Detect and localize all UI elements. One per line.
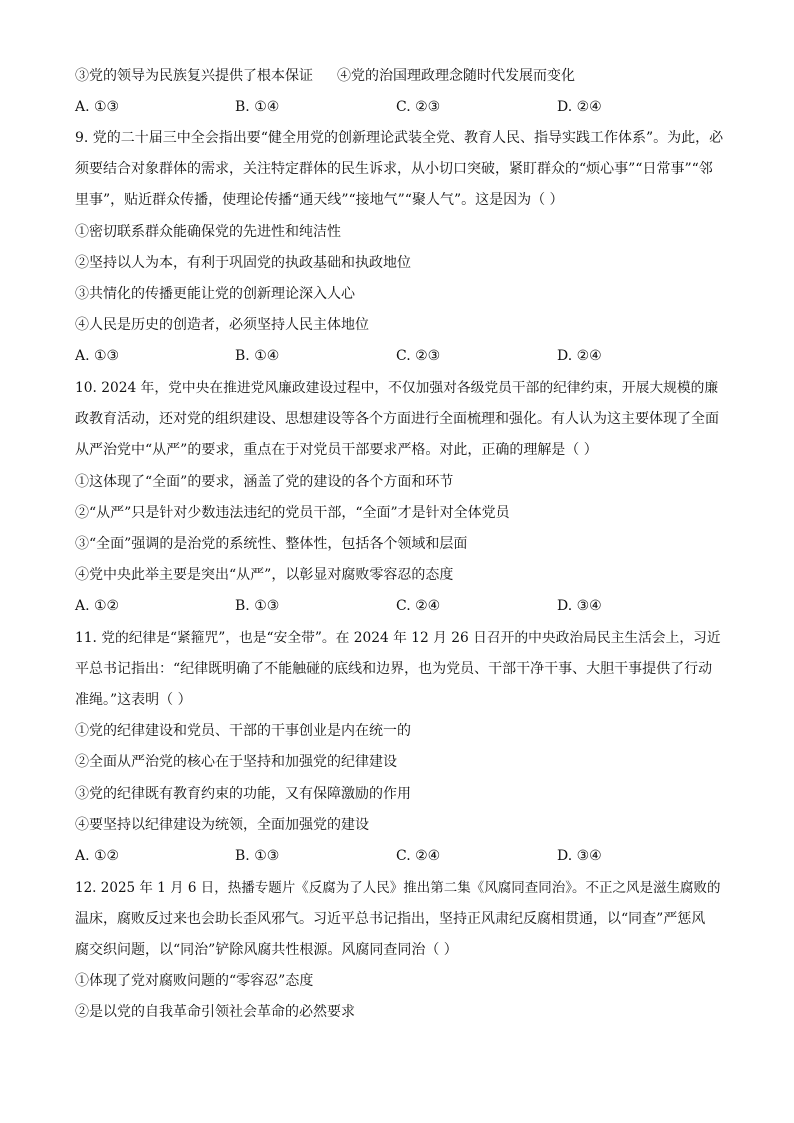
q9-option-a[interactable]: A. ①③ [75, 348, 120, 364]
q9-stem-line-2: 须要结合对象群体的需求，关注特定群体的民生诉求，从小切口突破，紧盯群众的“烦心事”“日常事”“邻 [75, 161, 713, 177]
q8-statement-row [75, 67, 725, 85]
q11-statement-4: ④要坚持以纪律建设为统领，全面加强党的建设 [75, 817, 369, 833]
q11-statement-2: ②全面从严治党的核心在于坚持和加强党的纪律建设 [75, 754, 397, 770]
q9-statement-3: ③共情化的传播更能让党的创新理论深入人心 [75, 286, 355, 302]
q11-statement-3: ③党的纪律既有教育约束的功能，又有保障激励的作用 [75, 786, 411, 802]
q10-stem-line-3: 从严治党中“从严”的要求，重点在于对党员干部要求严格。对此，正确的理解是（ ） [75, 442, 598, 458]
q9-stem-line-1: 9. 党的二十届三中全会指出要“健全用党的创新理论武装全党、教育人民、指导实践工作体系”。为此，必 [75, 130, 724, 146]
q9-statement-1: ①密切联系群众能确保党的先进性和纯洁性 [75, 224, 341, 240]
q9-statement-2: ②坚持以人为本，有利于巩固党的执政基础和执政地位 [75, 255, 411, 271]
q12-stem-line-1: 12. 2025 年 1 月 6 日，热播专题片《反腐为了人民》推出第二集《风腐同查同治》。不正之风是滋生腐败的 [75, 880, 721, 896]
q9-stem-line-3: 里事”，贴近群众传播，使理论传播“通天线”“接地气”“聚人气”。这是因为（ ） [75, 192, 564, 208]
q11-stem-line-2: 平总书记指出：“纪律既明确了不能触碰的底线和边界，也为党员、干部干净干事、大胆干事提供了行动 [75, 661, 713, 677]
q11-option-a[interactable]: A. ①② [75, 848, 120, 864]
q11-option-c[interactable]: C. ②④ [396, 848, 441, 864]
q8-option-b[interactable]: B. ①④ [235, 99, 280, 115]
q11-option-b[interactable]: B. ①③ [235, 848, 280, 864]
q10-stem-line-2: 政教育活动，还对党的组织建设、思想建设等各个方面进行全面梳理和强化。有人认为这主要体现了全面 [75, 411, 719, 427]
q10-statement-1: ①这体现了“全面”的要求，涵盖了党的建设的各个方面和环节 [75, 474, 454, 490]
q12-stem-line-3: 腐交织问题，以“同治”铲除风腐共性根源。风腐同查同治（ ） [75, 942, 458, 958]
q10-option-a[interactable]: A. ①② [75, 598, 120, 614]
q10-option-d[interactable]: D. ③④ [557, 598, 602, 614]
q10-statement-3: ③“全面”强调的是治党的系统性、整体性，包括各个领域和层面 [75, 536, 468, 552]
q10-option-c[interactable]: C. ②④ [396, 598, 441, 614]
q10-option-b[interactable]: B. ①③ [235, 598, 280, 614]
q9-option-c[interactable]: C. ②③ [396, 348, 441, 364]
q8-option-a[interactable]: A. ①③ [75, 99, 120, 115]
q11-stem-line-1: 11. 党的纪律是“紧箍咒”，也是“安全带”。在 2024 年 12 月 26 日召开的中央政治局民主生活会上，习近 [75, 630, 721, 646]
q11-option-d[interactable]: D. ③④ [557, 848, 602, 864]
q8-statement-3: ③党的领导为民族复兴提供了根本保证 [75, 68, 313, 84]
q10-statement-2: ②“从严”只是针对少数违法违纪的党员干部，“全面”才是针对全体党员 [75, 505, 510, 521]
q12-stem-line-2: 温床，腐败反过来也会助长歪风邪气。习近平总书记指出，坚持正风肃纪反腐相贯通，以“同查”严惩风 [75, 911, 706, 927]
q8-option-c[interactable]: C. ②③ [396, 99, 441, 115]
q10-stem-line-1: 10. 2024 年，党中央在推进党风廉政建设过程中，不仅加强对各级党员干部的纪律约束，开展大规模的廉 [75, 380, 719, 396]
q8-statement-4: ④党的治国理政理念随时代发展而变化 [337, 68, 575, 84]
q11-statement-1: ①党的纪律建设和党员、干部的干事创业是内在统一的 [75, 723, 411, 739]
q9-statement-4: ④人民是历史的创造者，必须坚持人民主体地位 [75, 317, 369, 333]
q10-statement-4: ④党中央此举主要是突出“从严”，以彰显对腐败零容忍的态度 [75, 567, 454, 583]
q9-option-b[interactable]: B. ①④ [235, 348, 280, 364]
q11-stem-line-3: 准绳。”这表明（ ） [75, 692, 192, 708]
q12-statement-2: ②是以党的自我革命引领社会革命的必然要求 [75, 1004, 355, 1020]
q12-statement-1: ①体现了党对腐败问题的“零容忍”态度 [75, 973, 314, 989]
q8-option-d[interactable]: D. ②④ [557, 99, 602, 115]
q9-option-d[interactable]: D. ②④ [557, 348, 602, 364]
